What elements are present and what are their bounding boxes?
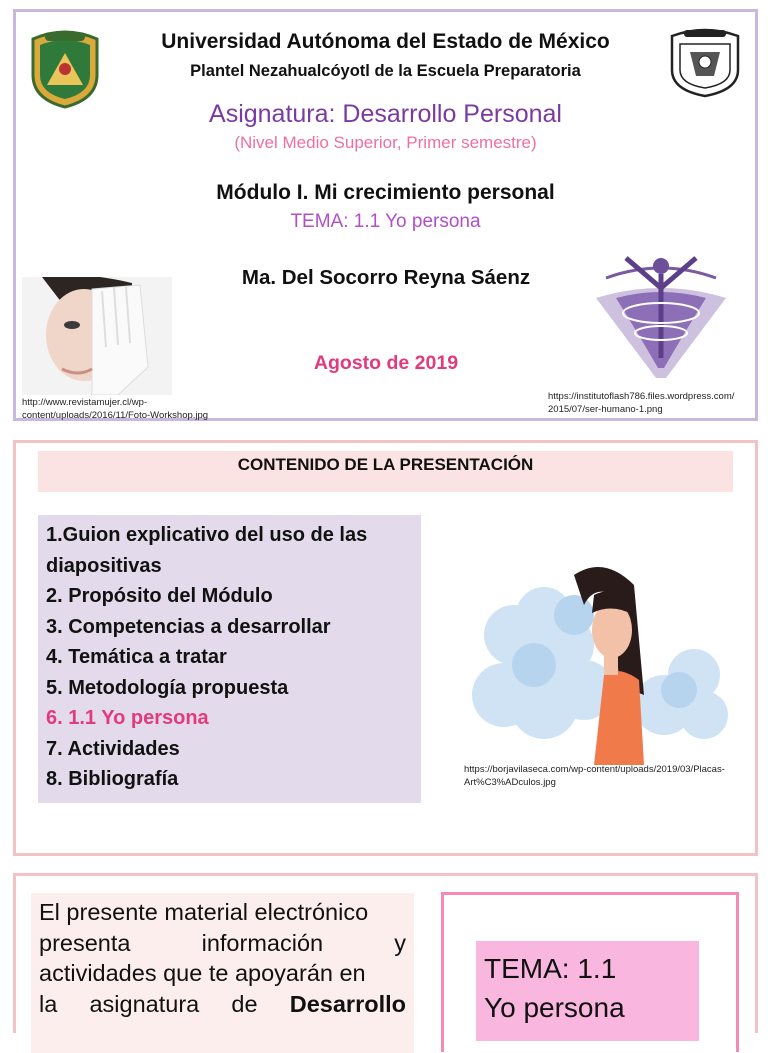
woman-in-clouds-illustration xyxy=(444,555,744,765)
topic-box xyxy=(476,941,699,1041)
intro-line xyxy=(39,989,406,1020)
intro-line: presenta información y xyxy=(39,929,406,956)
toc-item: 3. Competencias a desarrollar xyxy=(46,615,331,638)
illustration-caption-line2: Art%C3%ADculos.jpg xyxy=(464,777,556,788)
toc-item-highlighted: 6. 1.1 Yo persona xyxy=(46,707,209,729)
intro-paragraph xyxy=(31,893,414,1053)
toc-item: 8. Bibliografía xyxy=(46,768,179,790)
topic-box-line1: TEMA: 1.1 xyxy=(484,953,617,984)
subject-title: Asignatura: Desarrollo Personal xyxy=(209,100,562,128)
left-image-caption-line2: content/uploads/2016/11/Foto-Workshop.jpg xyxy=(22,410,209,421)
campus-subtitle: Plantel Nezahualcóyotl de la Escuela Preparatoria xyxy=(190,62,581,80)
toc-item: diapositivas xyxy=(46,554,162,577)
toc-item: 2. Propósito del Módulo xyxy=(46,585,273,607)
toc-item: 1.Guion explicativo del uso de las xyxy=(46,524,368,546)
intro-line: El presente material electrónico xyxy=(39,899,369,925)
table-of-contents xyxy=(38,515,421,803)
intro-slide xyxy=(13,873,758,1033)
contents-header: CONTENIDO DE LA PRESENTACIÓN xyxy=(38,451,733,492)
intro-line-text: la asignatura de xyxy=(39,990,290,1017)
illustration-caption-line1: https://borjavilaseca.com/wp-content/uploads/2019/03/Placas- xyxy=(464,764,725,775)
university-title: Universidad Autónoma del Estado de México xyxy=(161,30,610,53)
toc-item: 7. Actividades xyxy=(46,737,180,760)
toc-item: 4. Temática a tratar xyxy=(46,646,227,668)
toc-item: 5. Metodología propuesta xyxy=(46,676,289,699)
intro-line: actividades que te apoyarán en xyxy=(39,960,366,986)
module-title: Módulo I. Mi crecimiento personal xyxy=(216,181,555,204)
topic-box-line2: Yo persona xyxy=(484,992,625,1023)
author-name: Ma. Del Socorro Reyna Sáenz xyxy=(241,266,531,289)
topic-title: TEMA: 1.1 Yo persona xyxy=(290,211,481,232)
right-image-caption-line1: https://institutoflash786.files.wordpress.com/ xyxy=(548,391,735,402)
spiral-human-figure-image xyxy=(576,238,746,388)
contents-slide xyxy=(13,440,758,856)
right-image-caption-line2: 2015/07/ser-humano-1.png xyxy=(548,404,663,415)
presentation-date: Agosto de 2019 xyxy=(313,352,459,374)
woman-covering-eye-photo xyxy=(22,277,172,395)
intro-line-bold: Desarrollo xyxy=(289,990,406,1017)
level-subtitle: (Nivel Medio Superior, Primer semestre) xyxy=(234,133,537,152)
title-slide xyxy=(13,9,758,421)
left-image-caption-line1: http://www.revistamujer.cl/wp- xyxy=(22,397,148,408)
